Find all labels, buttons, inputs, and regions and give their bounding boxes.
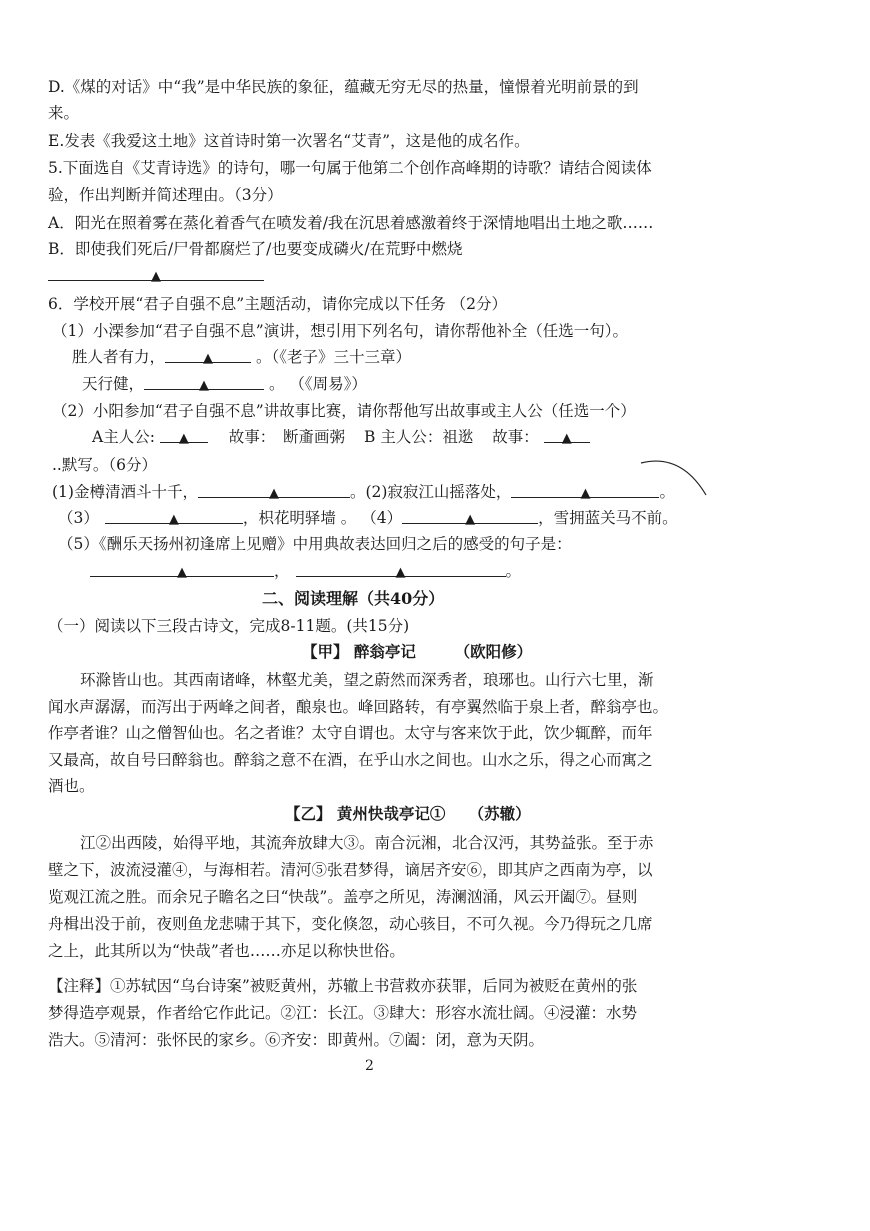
blank-marker-icon: ▲: [177, 565, 187, 580]
q5-option-b: B．即使我们死后/尸骨都腐烂了/也要变成磷火/在荒野中燃烧: [48, 240, 463, 258]
section-title: 二、阅读理解（共40分）: [262, 589, 445, 608]
blank-marker-icon: ▲: [395, 565, 406, 580]
blank-marker-icon: ▲: [268, 486, 279, 501]
answer-blank[interactable]: [511, 481, 659, 501]
yi-line: 览观江流之胜。而余兄子瞻名之曰“快哉”。盖亭之所见，涛澜汹涌，风云开阖⑦。昼则: [48, 888, 638, 906]
answer-blank[interactable]: [160, 426, 208, 446]
answer-blank[interactable]: [296, 560, 506, 580]
blank-marker-icon: ▲: [151, 269, 161, 284]
story-a-label: A主人公:: [92, 428, 155, 446]
answer-blank[interactable]: [90, 560, 274, 580]
q7-4-suffix: ，雪拥蓝关马不前。: [538, 509, 678, 527]
q7-line2: [58, 507, 678, 529]
jia-line: 酒也。: [48, 777, 95, 795]
q5-stem-line2: 验，作出判断并简述理由。（3分）: [48, 186, 283, 204]
story-b-story: 故事：: [492, 428, 539, 446]
quote-b-source: 。 （《周易》）: [268, 375, 367, 393]
q6-quote-a: [72, 346, 411, 368]
jia-line: 作亭者谁？山之僧智仙也。名之者谁？太守自谓也。太守与客来饮于此，饮少辄醉，而年: [48, 724, 653, 742]
q6-story-row: [92, 426, 590, 448]
answer-blank[interactable]: [402, 507, 538, 527]
q7-line4-end: 。: [505, 562, 522, 580]
jia-line: 闻水声潺潺，而泻出于两峰之间者，酿泉也。峰回路转，有亭翼然临于泉上者，醉翁亭也。: [48, 698, 669, 716]
q5-stem-line1: 5.下面选自《艾青诗选》的诗句，哪一句属于他第二个创作高峰期的诗歌？请结合阅读体: [48, 159, 652, 177]
yi-heading: 【乙】 黄州快哉亭记① （苏辙）: [285, 804, 531, 823]
q6-sub1: （1）小溧参加“君子自强不息”演讲，想引用下列名句，请你帮他补全（任选一句）。: [52, 322, 628, 340]
quote-a-source: 。（《老子》三十三章）: [255, 348, 411, 366]
option-d-line2: 来。: [48, 104, 80, 122]
story-a-story: 故事： 断齑画粥: [228, 428, 346, 446]
q7-line3: （5）《酬乐天扬州初逢席上见赠》中用典故表达回归之后的感受的句子是：: [58, 535, 572, 553]
notes-line: 梦得造亭观景，作者给它作此记。②江：长江。③肆大：形容水流壮阔。④浸灌：水势: [48, 1004, 638, 1022]
q7-line4-comma: ，: [274, 562, 290, 580]
section-part1: （一）阅读以下三段古诗文，完成8-11题。(共15分): [48, 617, 410, 635]
q5-answer-line: [48, 264, 264, 286]
yi-line: 江②出西陵，始得平地，其流奔放肆大③。南合沅湘，北合汉沔，其势益张。至于赤: [80, 834, 654, 852]
answer-blank[interactable]: [165, 346, 251, 366]
yi-line: 壁之下，波流浸灌④，与海相若。清河⑤张君梦得，谪居齐安⑥，即其庐之西南为亭，以: [48, 861, 653, 879]
answer-blank[interactable]: [144, 373, 264, 393]
q7-title: ..默写。（6分）: [52, 456, 157, 474]
story-b-label: B 主人公：祖逖: [364, 428, 474, 446]
yi-line: 之上，此其所以为“快哉”者也……亦足以称快世俗。: [48, 942, 405, 960]
jia-line: 又最高，故自号曰醉翁也。醉翁之意不在酒，在乎山水之间也。山水之乐，得之心而寓之: [48, 751, 653, 769]
q7-3-prefix: （3）: [58, 509, 99, 527]
answer-blank[interactable]: [544, 426, 590, 446]
blank-marker-icon: ▲: [168, 512, 179, 527]
blank-marker-icon: ▲: [199, 378, 210, 393]
q6-quote-b: [82, 373, 367, 395]
q6-sub2: （2）小阳参加“君子自强不息”讲故事比赛，请你帮他写出故事或主人公（任选一个）: [52, 402, 636, 420]
q7-2-prefix: 。(2)寂寂江山摇落处，: [349, 483, 512, 501]
q7-1-prefix: (1)金樽清酒斗十千，: [52, 483, 198, 501]
page-number: 2: [365, 1058, 374, 1074]
q7-3-suffix: ，枳花明驿墙 。 （4）: [242, 509, 403, 527]
notes-line: 浩大。⑤清河：张怀民的家乡。⑥齐安：即黄州。⑦阖：闭，意为天阴。: [48, 1031, 545, 1049]
q6-title: 6．学校开展“君子自强不息”主题活动，请你完成以下任务 （2分）: [48, 295, 508, 313]
option-d-line1: D.《煤的对话》中“我”是中华民族的象征，蕴藏无穷无尽的热量，憧憬着光明前景的到: [48, 78, 639, 96]
q7-line4: [90, 560, 521, 582]
yi-line: 舟楫出没于前，夜则鱼龙悲啸于其下，变化倏忽，动心骇目，不可久视。今乃得玩之几席: [48, 915, 653, 933]
quote-b-prefix: 天行健，: [82, 375, 145, 393]
answer-blank[interactable]: [198, 481, 350, 501]
blank-marker-icon: ▲: [465, 512, 476, 527]
option-e: E.发表《我爱这土地》这首诗时第一次署名“艾青”，这是他的成名作。: [48, 132, 530, 150]
blank-marker-icon: ▲: [561, 431, 572, 446]
answer-blank[interactable]: [48, 264, 264, 284]
blank-marker-icon: ▲: [580, 486, 591, 501]
notes-line: 【注释】①苏轼因“乌台诗案”被贬黄州，苏辙上书营救亦获罪，后同为被贬在黄州的张: [48, 977, 638, 995]
q7-line1-end: 。: [659, 483, 675, 501]
blank-marker-icon: ▲: [203, 351, 214, 366]
q7-line1: [52, 481, 675, 503]
jia-heading: 【甲】 醉翁亭记 （欧阳修）: [302, 642, 533, 661]
answer-blank[interactable]: [105, 507, 243, 527]
blank-marker-icon: ▲: [178, 431, 189, 446]
quote-a-prefix: 胜人者有力，: [72, 348, 166, 366]
q5-option-a: A．阳光在照着雾在蒸化着香气在喷发着/我在沉思着感激着终于深情地唱出土地之歌……: [48, 214, 654, 232]
jia-line: 环滁皆山也。其西南诸峰，林壑尤美，望之蔚然而深秀者，琅琊也。山行六七里，渐: [80, 671, 654, 689]
